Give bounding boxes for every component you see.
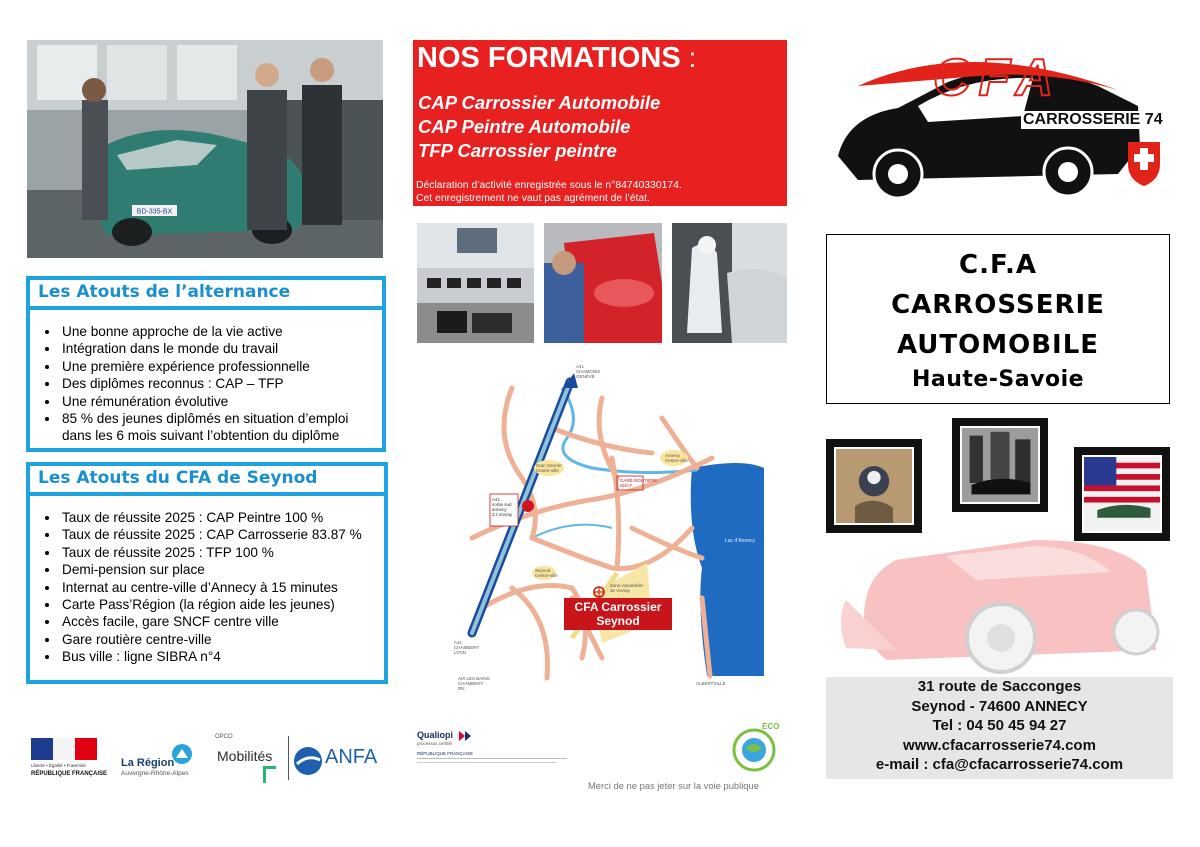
map-label-lac: Lac d’Annecy (725, 538, 756, 544)
map-label-a41-north: A41 CHAMONIX GENÈVE (576, 364, 601, 379)
opco-mobilites-logo: OPCO Mobilités (215, 734, 285, 782)
logo-text: CARROSSERIE 74 (1023, 111, 1163, 128)
title-line: CARROSSERIE (891, 290, 1105, 320)
address-street: 31 route de Sacconges (917, 678, 1082, 695)
list-item: • Accès facile, gare SNCF centre ville (60, 613, 378, 630)
map-label-gare: GARE ROUTIÈRE SNCF (620, 478, 658, 488)
map-label-zone: Zone industrielle de Vovray (610, 583, 644, 593)
license-plate: BD-335-BX (136, 208, 173, 216)
formations-box (413, 40, 787, 206)
cfa-title-box (826, 234, 1170, 404)
map-label-annecy: Annecy Centre-ville (665, 453, 688, 463)
phone-number[interactable]: Tel : 04 50 45 94 27 (932, 717, 1067, 735)
contact-block (826, 677, 1173, 779)
alternance-box (26, 276, 386, 452)
title-line: C.F.A (959, 250, 1037, 280)
list-item: • Bus ville : ligne SIBRA n°4 (60, 648, 378, 665)
notice-text: Merci de ne pas jeter sur la voie publique (588, 780, 759, 791)
anfa-logo: ANFA (293, 744, 385, 780)
list-item: • Une première expérience professionnelle (60, 358, 376, 375)
pirate-picture (826, 439, 922, 533)
cfa-seynod-list (38, 509, 378, 666)
list-item: • Des diplômes reconnus : CAP – TFP (60, 375, 376, 392)
eco-logo: ECO (728, 722, 784, 772)
list-item: • Taux de réussite 2025 : CAP Peintre 100 % (60, 509, 378, 526)
alternance-list (38, 323, 376, 445)
bodywork-photo (544, 223, 662, 343)
logo-letters: CFA (933, 49, 1061, 107)
divider (288, 736, 289, 780)
formation-item: TFP Carrossier peintre (418, 140, 617, 161)
list-item: • Carte Pass’Région (la région aide les jeunes) (60, 596, 378, 613)
map-label-seynod: Seynod Centre-ville (535, 568, 558, 578)
list-item: • Gare routière centre-ville (60, 631, 378, 648)
map-label-a41-south: A41 CHAMBERY LYON (454, 640, 480, 655)
usa-flag-car-picture (1074, 447, 1170, 541)
list-item: • Une bonne approche de la vie active (60, 323, 376, 340)
map-label-sortie: A41 sortie sud annecy Z.I.Vovray (492, 497, 513, 517)
cfa-seynod-box (26, 462, 388, 684)
list-item: • Une rémunération évolutive (60, 393, 376, 410)
republique-francaise-logo: Liberté • Égalité • Fraternité RÉPUBLIQUE FRANÇAISE (31, 738, 99, 782)
qualiopi-logo: Qualiopi processus certifié RÉPUBLIQUE FRANÇAISE (417, 730, 567, 775)
workshop-photo (27, 40, 383, 258)
car-city-picture (952, 418, 1048, 512)
list-item: • 85 % des jeunes diplômés en situation d’emploi dans les 6 mois suivant l’obtention du diplôme (60, 410, 376, 445)
cfa-logo (818, 46, 1163, 202)
map-label-cran: Cran Gevrier Centre-ville (536, 463, 562, 473)
cfa-seynod-title: Les Atouts du CFA de Seynod (26, 462, 388, 496)
paint-booth-photo (672, 223, 787, 343)
vintage-car-image (826, 520, 1171, 680)
alternance-title: Les Atouts de l’alternance (26, 276, 386, 310)
list-item: • Taux de réussite 2025 : TFP 100 % (60, 544, 378, 561)
title-subtitle: Haute-Savoie (911, 367, 1085, 392)
list-item: • Demi-pension sur place (60, 561, 378, 578)
formations-title: NOS FORMATIONS : (417, 42, 697, 74)
formation-item: CAP Peintre Automobile (418, 116, 631, 137)
map-label-albertville: ALBERTVILLE (696, 681, 726, 686)
declaration-text: Déclaration d’activité enregistrée sous le n°84740330174. (416, 180, 682, 191)
website-link[interactable]: www.cfacarrosserie74.com (903, 736, 1096, 754)
region-logo: La Région Auvergne-Rhône-Alpes (121, 743, 201, 779)
formation-item: CAP Carrossier Automobile (418, 92, 661, 113)
title-line: AUTOMOBILE (896, 330, 1100, 360)
declaration-note: Cet enregistrement ne vaut pas agrément de l’état. (416, 193, 650, 204)
list-item: • Intégration dans le monde du travail (60, 340, 376, 357)
email-link[interactable]: e-mail : cfa@cfacarrosserie74.com (875, 756, 1124, 774)
list-item: • Internat au centre-ville d’Annecy à 15 minutes (60, 579, 378, 596)
map-label-aix: AIX LES BAINS CHAMBERY RN (458, 676, 490, 691)
access-map (452, 358, 770, 698)
cfa-location-tag: CFA Carrossier Seynod (564, 598, 672, 630)
address-city: Seynod - 74600 ANNECY (911, 697, 1088, 715)
classroom-photo (417, 223, 534, 343)
list-item: • Taux de réussite 2025 : CAP Carrosserie 83.87 % (60, 526, 378, 543)
